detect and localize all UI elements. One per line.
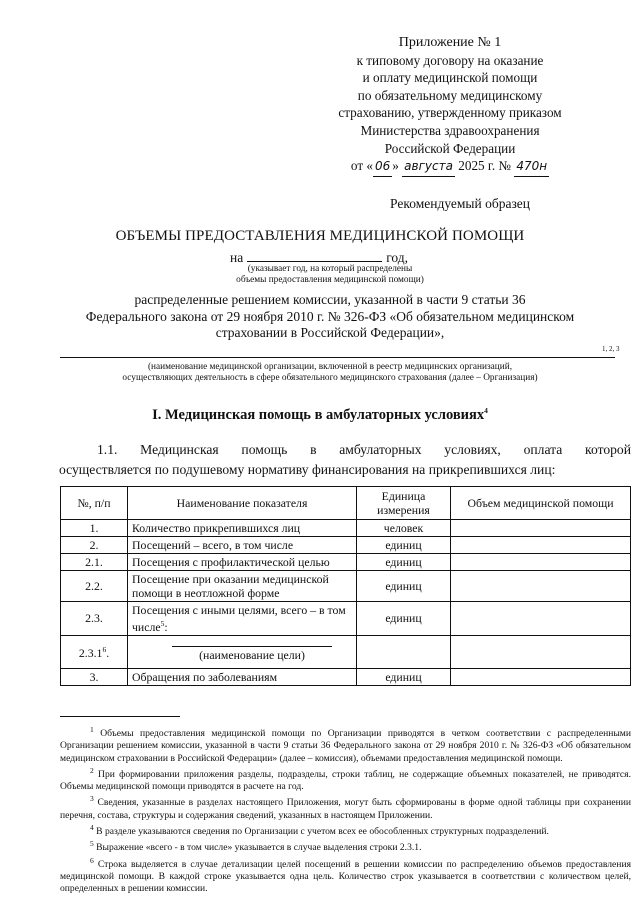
footnote-item: $^6$ Строка выделяется в случае детализации целей посещений в решении комиссии по распределению объемов предоставления медицинской помощи. В каждой строке указывается одна цель. Количество строк указывается в соответствии с количеством целей, определенных в решении комиссии. (60, 855, 631, 895)
year-note: (указывает год, на который распределены объемы предоставления медицинской помощи) (236, 264, 424, 285)
volume-cell[interactable] (451, 668, 631, 685)
appendix-line: Российской Федерации (384, 140, 516, 156)
section-paragraph: 1.1. Медицинская помощь в амбулаторных условиях, оплата которой осуществляется по подушевому нормативу финансирования на прикрепившихся лиц: (59, 442, 631, 477)
page-title: ОБЪЕМЫ ПРЕДОСТАВЛЕНИЯ МЕДИЦИНСКОЙ ПОМОЩИ (115, 228, 525, 244)
appendix-line: к типовому договору на оказание (356, 52, 544, 68)
footnotes (60, 724, 631, 896)
section-title: I. Медицинская помощь в амбулаторных условиях$^4$ (152, 406, 488, 423)
volume-cell[interactable] (451, 635, 631, 668)
organization-note: (наименование медицинской организации, включенной в реестр медицинских организаций, осуществляющих деятельность в сфере обязательного медицинского страхования (далее – Организация) (122, 362, 538, 383)
distribution-text: распределенные решением комиссии, указанной в части 9 статьи 36 Федерального закона от 29 ноября 2010 г. № 326-ФЗ «Об обязательном медицинском страховании в Российской Федерации», (85, 292, 575, 340)
year-line: на год, (230, 250, 409, 265)
recommended-sample-label: Рекомендуемый образец (390, 196, 531, 211)
footnote-refs-123: 1, 2, 3 (602, 345, 620, 353)
footnote-item: $^5$ Выражение «всего - в том числе» указывается в случае выделения строки 2.3.1. (90, 839, 422, 854)
table-row: 2. Посещений – всего, в том числе единиц (61, 537, 631, 554)
table-row: 2.1. Посещения с профилактической целью единиц (61, 554, 631, 571)
appendix-line: страхованию, утвержденному приказом (338, 105, 562, 121)
appendix-title: Приложение № 1 (398, 35, 502, 50)
header-volume: Объем медицинской помощи (451, 487, 631, 520)
organization-name-blank (60, 357, 615, 358)
header-unit: Единица измерения (357, 487, 451, 520)
table-row: 3. Обращения по заболеваниям единиц (61, 668, 631, 685)
handwritten-month: августа (402, 158, 455, 177)
volumes-table (60, 486, 631, 686)
volume-cell[interactable] (451, 571, 631, 602)
footnote-divider (60, 716, 180, 717)
volume-cell[interactable] (451, 537, 631, 554)
volume-cell[interactable] (451, 520, 631, 537)
footnote-item: $^2$ При формировании приложения разделы, подразделы, строки таблиц, не содержащие объемных показателей, не приводятся. Объемы медицинской помощи приводятся в расчете на год. (60, 765, 631, 793)
handwritten-order-number: 470н (514, 158, 549, 177)
table-row: 2.2. Посещение при оказании медицинской помощи в неотложной форме единиц (61, 571, 631, 602)
footnote-item: $^3$ Сведения, указанные в разделах настоящего Приложения, могут быть сформированы в форме одной таблицы при сохранении перечня, состава, структуры и содержания сведений, указанных в настоящем Приложении. (60, 794, 632, 821)
footnote-item: $^4$ В разделе указываются сведения по Организации с учетом всех ее обособленных структурных подразделений. (90, 822, 549, 838)
handwritten-day: 06 (373, 158, 392, 177)
volume-cell[interactable] (451, 554, 631, 571)
table-row: 2.3.1$^6$. (наименование цели) (61, 635, 631, 668)
header-number: №, п/п (61, 487, 128, 520)
appendix-line: Министерства здравоохранения (360, 122, 540, 138)
header-indicator: Наименование показателя (128, 487, 357, 520)
year-blank-field (247, 249, 382, 262)
footnote-item: $^1$ Объемы предоставления медицинской помощи по Организации приводятся в четком соответствии с распределенными Организации решением комиссии, указанной в части 9 статьи 36 Федерального закона от 29 ноября 2010 г. № 326-ФЗ «Об обязательном медицинском страховании в Российской Федерации» (далее – комиссия), объемами предоставления медицинской помощи. (60, 725, 631, 764)
table-row: 1. Количество прикрепившихся лиц человек (61, 520, 631, 537)
table-header-row (61, 487, 631, 520)
appendix-line: и оплату медицинской помощи (362, 70, 538, 86)
order-date-line: от « 06 » августа 2025 г. № 470н (300, 157, 600, 177)
volume-cell[interactable] (451, 602, 631, 636)
appendix-header (300, 34, 600, 177)
goal-name-field[interactable]: (наименование цели) (172, 646, 332, 662)
appendix-line: по обязательному медицинскому (357, 87, 543, 103)
table-row: 2.3. Посещения с иными целями, всего – в том числе$^5$: единиц (61, 602, 631, 636)
